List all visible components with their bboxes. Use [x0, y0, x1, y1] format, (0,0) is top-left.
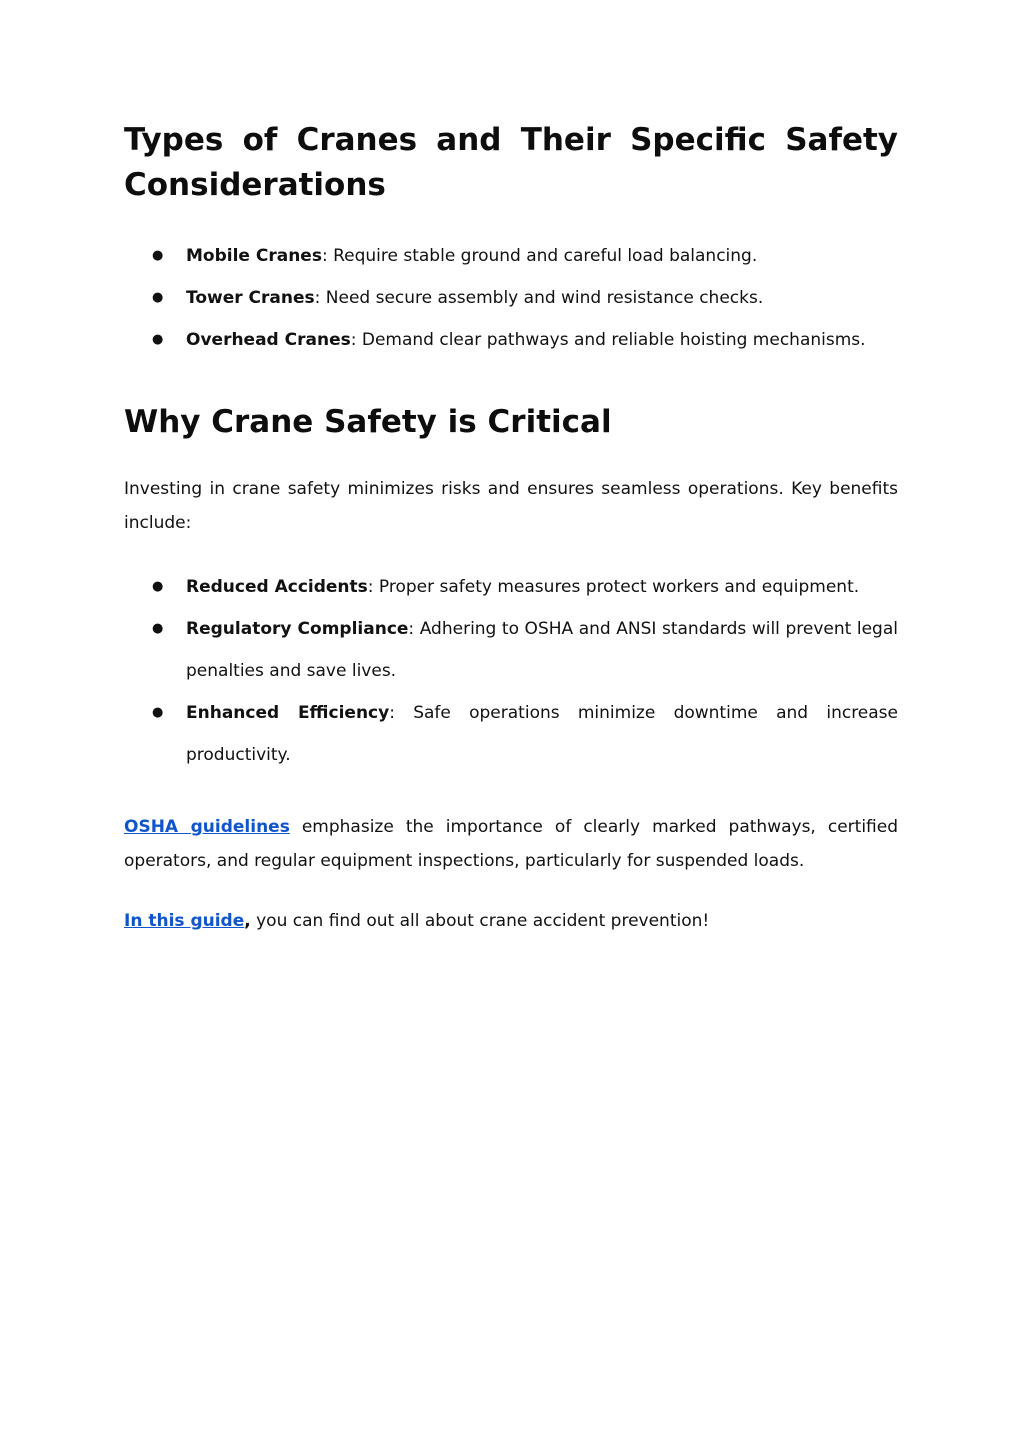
- bullet-icon: ●: [152, 621, 164, 636]
- bullet-icon: ●: [152, 290, 164, 305]
- list-item-text: : Proper safety measures protect workers and equipment.: [367, 577, 860, 597]
- list-item: [124, 235, 898, 277]
- bullet-icon: ●: [152, 248, 164, 263]
- bullet-icon: ●: [152, 332, 164, 347]
- guide-comma: ,: [244, 911, 251, 931]
- list-item: [124, 692, 898, 776]
- osha-paragraph: [124, 810, 898, 878]
- guide-paragraph: [124, 904, 898, 938]
- list-item-term: Reduced Accidents: [186, 577, 368, 597]
- osha-paragraph-text: emphasize the importance of clearly marked pathways, certified operators, and regular equipment inspections, particularly for suspended loads.: [124, 817, 899, 871]
- section-heading-crane-types: Types of Cranes and Their Specific Safety Considerations: [124, 122, 898, 203]
- section-heading-why-safety: Why Crane Safety is Critical: [124, 404, 612, 440]
- list-item-term: Overhead Cranes: [186, 330, 351, 350]
- benefits-list: [124, 566, 898, 776]
- osha-guidelines-link[interactable]: OSHA guidelines: [124, 817, 290, 837]
- intro-paragraph: Investing in crane safety minimizes risks and ensures seamless operations. Key benefits include:: [124, 479, 898, 533]
- in-this-guide-link[interactable]: In this guide: [124, 911, 245, 931]
- bullet-icon: ●: [152, 579, 164, 594]
- list-item-term: Enhanced Efficiency: [186, 703, 390, 723]
- document-page: [124, 118, 898, 938]
- list-item-text: : Need secure assembly and wind resistance checks.: [314, 288, 764, 308]
- list-item-text: : Demand clear pathways and reliable hoisting mechanisms.: [350, 330, 866, 350]
- list-item: [124, 319, 898, 361]
- list-item: [124, 608, 898, 692]
- list-item-term: Mobile Cranes: [186, 246, 322, 266]
- bullet-icon: ●: [152, 705, 164, 720]
- guide-paragraph-text: you can find out all about crane accident prevention!: [250, 911, 710, 931]
- list-item-term: Regulatory Compliance: [186, 619, 409, 639]
- why-section: [124, 400, 898, 776]
- list-item-text: : Safe operations minimize downtime and increase productivity.: [186, 703, 899, 765]
- list-item-text: : Adhering to OSHA and ANSI standards will prevent legal penalties and save lives.: [186, 619, 898, 681]
- list-item-text: : Require stable ground and careful load balancing.: [321, 246, 758, 266]
- list-item: [124, 277, 898, 319]
- list-item-term: Tower Cranes: [186, 288, 315, 308]
- crane-types-list: [124, 235, 898, 361]
- list-item: [124, 566, 898, 608]
